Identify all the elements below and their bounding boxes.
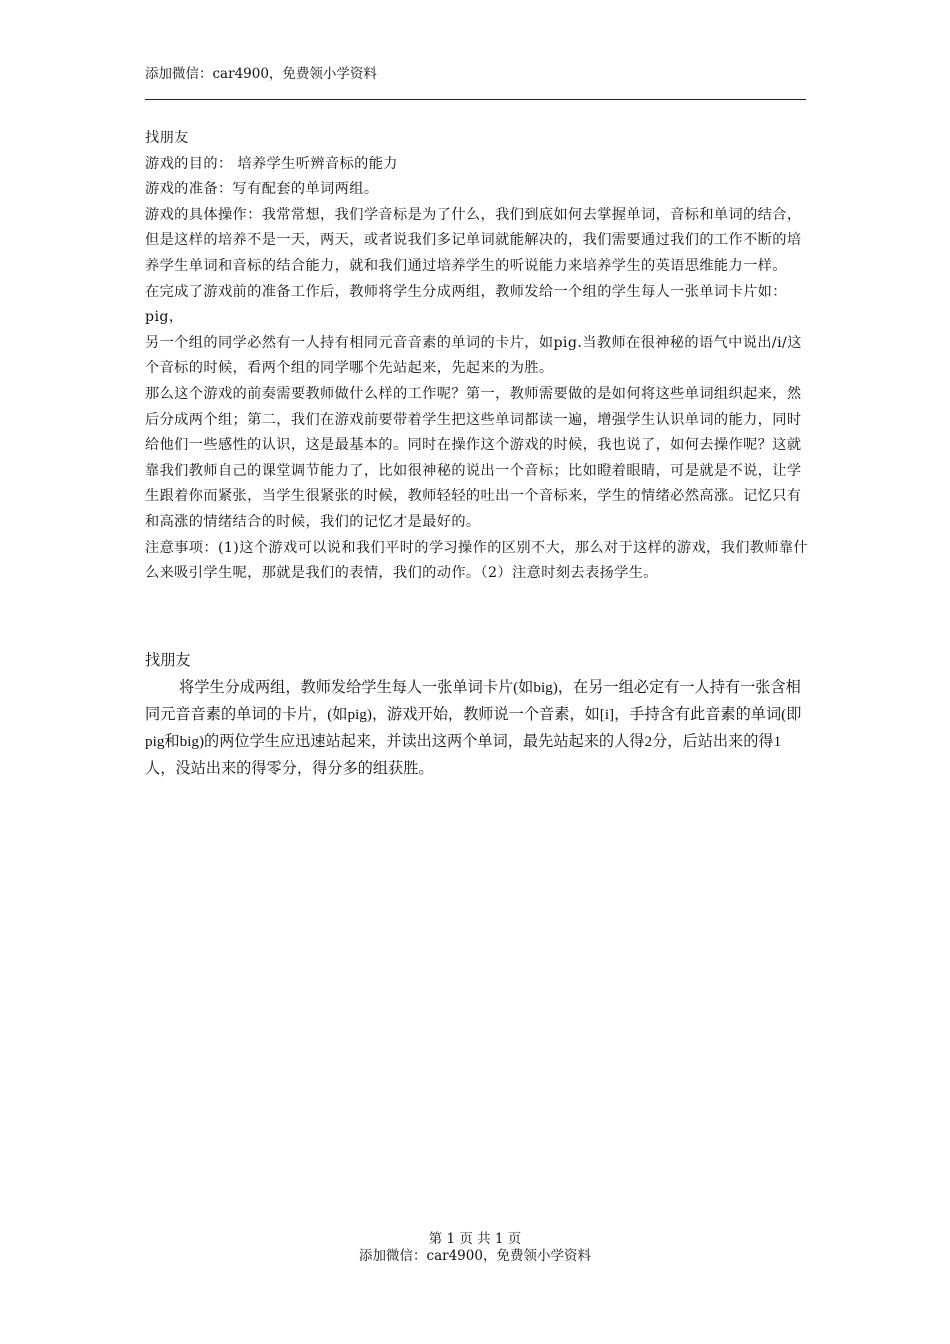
- game-summary-section: [145, 647, 810, 782]
- paragraph-example: 另一个组的同学必然有一人持有相同元音音素的单词的卡片，如pig.当教师在很神秘的语气中说出/i/这个音标的时候，看两个组的同学哪个先站起来，先起来的为胜。: [145, 334, 802, 377]
- page-header: 添加微信：car4900，免费领小学资料: [145, 66, 377, 82]
- section-title: 找朋友: [145, 130, 189, 146]
- game-description-section: [145, 126, 815, 587]
- paragraph-preparation-work: 那么这个游戏的前奏需要教师做什么样的工作呢？第一，教师需要做的是如何将这些单词组织起来，然后分成两个组；第二，我们在游戏前要带着学生把这些单词都读一遍，增强学生认识单词的能力，同时给他们一些感性的认识，这是最基本的。同时在操作这个游戏的时候，我也说了，如何去操作呢？这就靠我们教师自己的课堂调节能力了，比如很神秘的说出一个音标；比如瞪着眼睛，可是就是不说，让学生跟着你而紧张，当学生很紧张的时候，教师轻轻的吐出一个音标来，学生的情绪必然高涨。记忆只有和高涨的情绪结合的时候，我们的记忆才是最好的。: [145, 385, 802, 530]
- paragraph-procedure: 在完成了游戏前的准备工作后，教师将学生分成两组，教师发给一个组的学生每人一张单词卡片如：pig，: [145, 283, 787, 326]
- page-footer: 添加微信：car4900，免费领小学资料: [359, 1248, 591, 1264]
- header-divider: [145, 99, 806, 100]
- page-number: 第 1 页 共 1 页: [428, 1231, 522, 1247]
- paragraph-operation: 游戏的具体操作：我常常想，我们学音标是为了什么，我们到底如何去掌握单词，音标和单词的结合，但是这样的培养不是一天，两天，或者说我们多记单词就能解决的，我们需要通过我们的工作不断的培养学生单词和音标的结合能力，就和我们通过培养学生的听说能力来培养学生的英语思维能力一样。: [145, 206, 802, 274]
- paragraph-preparation: 游戏的准备：写有配套的单词两组。: [145, 181, 379, 198]
- paragraph-notes: 注意事项：(1)这个游戏可以说和我们平时的学习操作的区别不大，那么对于这样的游戏，我们教师靠什么来吸引学生呢，那就是我们的表情，我们的动作。（2）注意时刻去表扬学生。: [145, 539, 809, 582]
- paragraph-purpose: 游戏的目的： 培养学生听辨音标的能力: [145, 155, 398, 172]
- section-title: 找朋友: [145, 652, 191, 669]
- summary-paragraph: 将学生分成两组，教师发给学生每人一张单词卡片(如big)，在另一组必定有一人持有一张含相同元音音素的单词的卡片，(如pig)，游戏开始，教师说一个音素，如[i]，手持含有此音素的单词(即pig和big)的两位学生应迅速站起来，并读出这两个单词，最先站起来的人得2分，后站出来的得1人，没站出来的得零分，得分多的组获胜。: [145, 679, 802, 777]
